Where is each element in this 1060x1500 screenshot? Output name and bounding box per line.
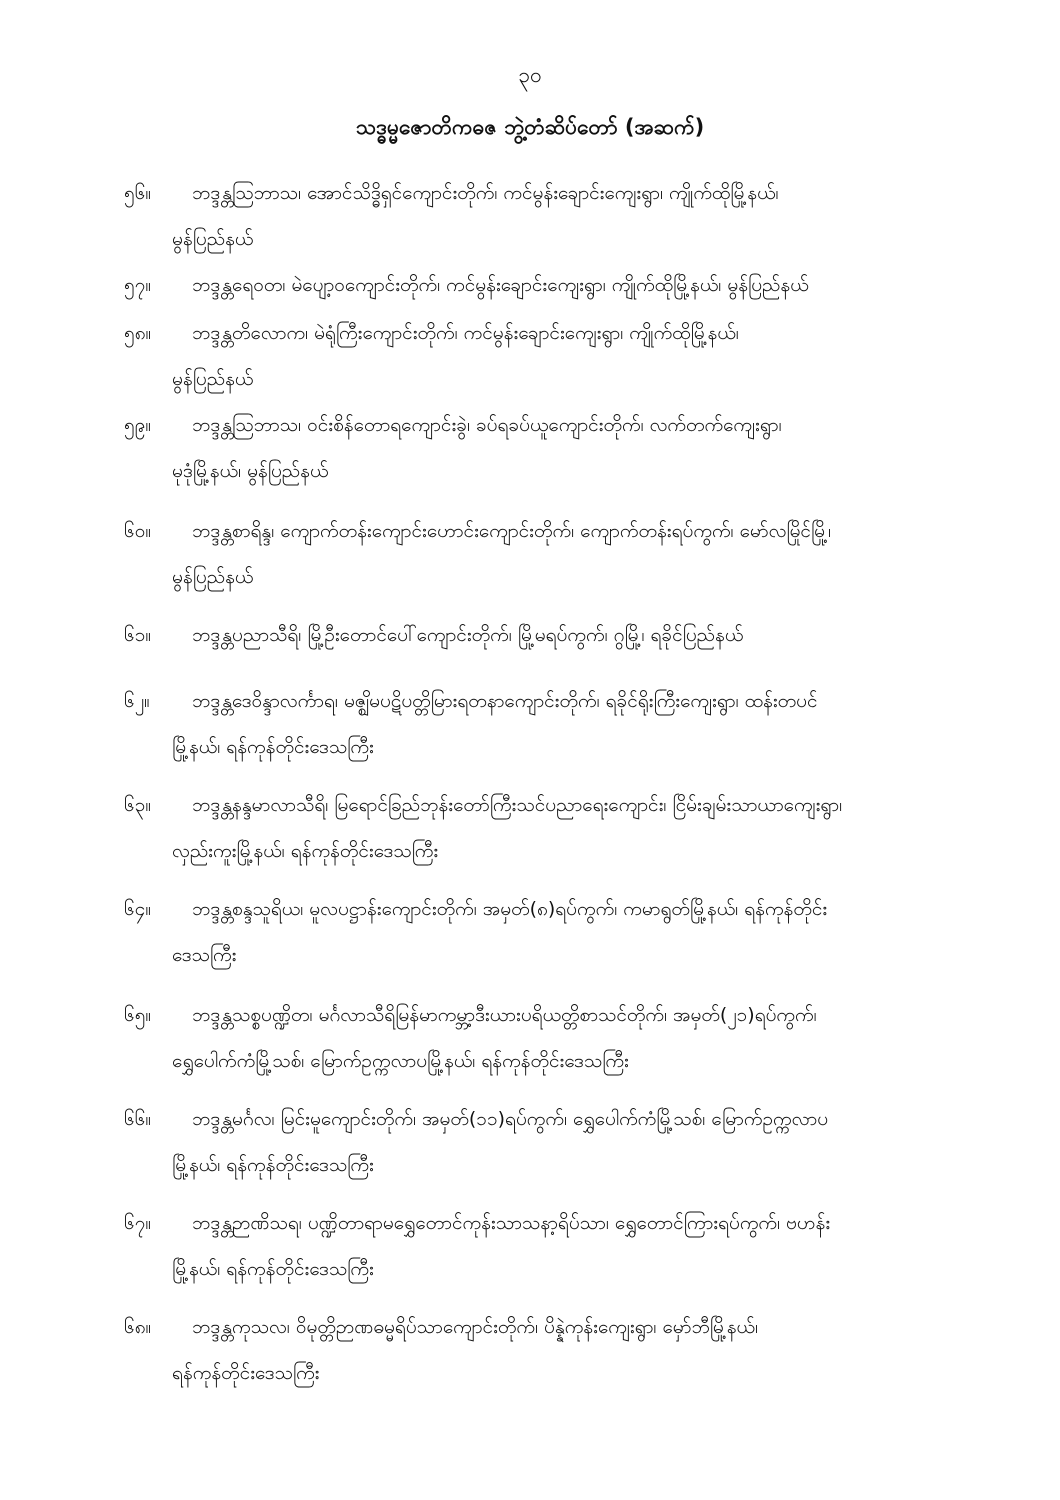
entry-number: ၆၂။ xyxy=(124,690,150,712)
entry-number: ၆၈။ xyxy=(124,1316,152,1338)
entry-number: ၆၁။ xyxy=(124,624,152,646)
entry-line: ဘဒ္ဒန္တသစ္စပဏ္ဍိတ၊ မင်္ဂလာသီရိမြန်မာကမ္ဘာ့ဒီးယားပရိယတ္တိစာသင်တိုက်၊ အမှတ်(၂၁)ရပ်ကွက်၊ xyxy=(192,1004,817,1026)
entry-line: လှည်းကူးမြို့နယ်၊ ရန်ကုန်တိုင်းဒေသကြီး xyxy=(172,840,439,862)
entry-number: ၅၆။ xyxy=(124,182,152,204)
entry-text xyxy=(172,1096,1034,1188)
entry-line: မွန်ပြည်နယ် xyxy=(172,228,254,250)
entry-text xyxy=(172,992,1034,1084)
entry-line: မွန်ပြည်နယ် xyxy=(172,566,254,588)
entry-line: ဘဒ္ဒန္တသြဘာသ၊ အောင်သိဒ္ဓိရှင်ကျောင်းတိုက်၊ ကင်မွန်းချောင်းကျေးရွာ၊ ကျိုက်ထိုမြို့နယ်၊ xyxy=(192,182,779,204)
entry-text xyxy=(172,1304,1034,1396)
entry-text xyxy=(172,310,1034,402)
entry-line: ရွှေပေါက်ကံမြို့သစ်၊ မြောက်ဥက္ကလာပမြို့နယ်၊ ရန်ကုန်တိုင်းဒေသကြီး xyxy=(172,1050,629,1072)
entry-line: ဘဒ္ဒန္တမင်္ဂလ၊ မြင်းမူကျောင်းတိုက်၊ အမှတ်(၁၁)ရပ်ကွက်၊ ရွှေပေါက်ကံမြို့သစ်၊ မြောက်ဥက္ကလာပ xyxy=(192,1108,829,1130)
entry-line: ဘဒ္ဒန္တပညာသီရိ၊ မြို့ဦးတောင်ပေါ်ကျောင်းတိုက်၊ မြို့မရပ်ကွက်၊ ဂွမြို့၊ ရခိုင်ပြည်နယ် xyxy=(192,624,744,646)
entry-line: ဘဒ္ဒန္တဉာဏိသရ၊ ပဏ္ဍိတာရာမရွှေတောင်ကုန်းသာသနာ့ရိပ်သာ၊ ရွှေတောင်ကြားရပ်ကွက်၊ ဗဟန်း xyxy=(192,1212,831,1234)
entry-number: ၆၃။ xyxy=(124,794,152,816)
entry-number: ၅၈။ xyxy=(124,322,152,344)
entry-line: ဘဒ္ဒန္တကုသလ၊ ဝိမုတ္တိဉာဏဓမ္မရိပ်သာကျောင်းတိုက်၊ ပိန္နဲကုန်းကျေးရွာ၊ မှော်ဘီမြို့နယ်၊ xyxy=(192,1316,759,1338)
entry-number: ၆၆။ xyxy=(124,1108,152,1130)
page-title: သဒ္ဓမ္မဇောတိကဓဇ ဘွဲ့တံဆိပ်တော် (အဆက်) xyxy=(355,115,705,139)
page-number: ၃၀ xyxy=(518,63,542,87)
entry-line: ဘဒ္ဒန္တရေဝတ၊ မဲပျော့ဝကျောင်းတိုက်၊ ကင်မွန်းချောင်းကျေးရွာ၊ ကျိုက်ထိုမြို့နယ်၊ မွန်ပြည်နယ် xyxy=(192,274,809,296)
entry-number: ၅၇။ xyxy=(124,274,152,296)
entry-text xyxy=(172,1200,1034,1292)
entry-text xyxy=(172,782,1034,874)
entry-line: ဘဒ္ဒန္တစန္ဒသူရိယ၊ မူလပဋ္ဌာန်းကျောင်းတိုက်၊ အမှတ်(၈)ရပ်ကွက်၊ ကမာရွတ်မြို့နယ်၊ ရန်ကုန်တိုင်း xyxy=(192,898,828,920)
entry-text xyxy=(172,678,1034,770)
entry-text xyxy=(172,886,1034,978)
entry-line: မုဒုံမြို့နယ်၊ မွန်ပြည်နယ် xyxy=(172,460,329,482)
entry-line: မွန်ပြည်နယ် xyxy=(172,368,254,390)
entry-line: ဘဒ္ဒန္တသြဘာသ၊ ဝင်းစိန်တောရကျောင်းခွဲ၊ ခပ်ရခပ်ယူကျောင်းတိုက်၊ လက်တက်ကျေးရွာ၊ xyxy=(192,414,782,436)
entry-text xyxy=(172,170,1034,262)
entry-number: ၅၉။ xyxy=(124,414,152,436)
entry-number: ၆၀။ xyxy=(124,520,152,542)
entry-line: မြို့နယ်၊ ရန်ကုန်တိုင်းဒေသကြီး xyxy=(172,1258,374,1280)
entry-text xyxy=(172,508,1034,600)
entry-line: ဘဒ္ဒန္တဒေဝိန္ဒာလင်္ကာရ၊ မဇ္ဈိမပဋိပတ္တိမြားရတနာကျောင်းတိုက်၊ ရခိုင်ရိုးကြီးကျေးရွာ၊ ထန်းတပင် xyxy=(192,690,818,712)
entry-line: ဘဒ္ဒန္တစာရိန္ဒ၊ ကျောက်တန်းကျောင်းဟောင်းကျောင်းတိုက်၊ ကျောက်တန်းရပ်ကွက်၊ မော်လမြိုင်မြို့၊ xyxy=(192,520,831,542)
entry-line: ဘဒ္ဒန္တနန္ဒမာလာသီရိ၊ မြရောင်ခြည်ဘုန်းတော်ကြီးသင်ပညာရေးကျောင်း၊ ငြိမ်းချမ်းသာယာကျေးရွာ၊ xyxy=(192,794,843,816)
entry-number: ၆၄။ xyxy=(124,898,152,920)
entry-line: ဘဒ္ဒန္တတိလောက၊ မဲရုံကြီးကျောင်းတိုက်၊ ကင်မွန်းချောင်းကျေးရွာ၊ ကျိုက်ထိုမြို့နယ်၊ xyxy=(192,322,739,344)
entry-line: ရန်ကုန်တိုင်းဒေသကြီး xyxy=(172,1362,320,1384)
entry-text xyxy=(192,612,1034,658)
entry-text xyxy=(172,402,1034,494)
entry-line: မြို့နယ်၊ ရန်ကုန်တိုင်းဒေသကြီး xyxy=(172,736,374,758)
entry-line: မြို့နယ်၊ ရန်ကုန်တိုင်းဒေသကြီး xyxy=(172,1154,374,1176)
entry-line: ဒေသကြီး xyxy=(172,944,237,966)
entry-number: ၆၅။ xyxy=(124,1004,152,1026)
entry-text xyxy=(192,262,1034,308)
entry-number: ၆၇။ xyxy=(124,1212,152,1234)
